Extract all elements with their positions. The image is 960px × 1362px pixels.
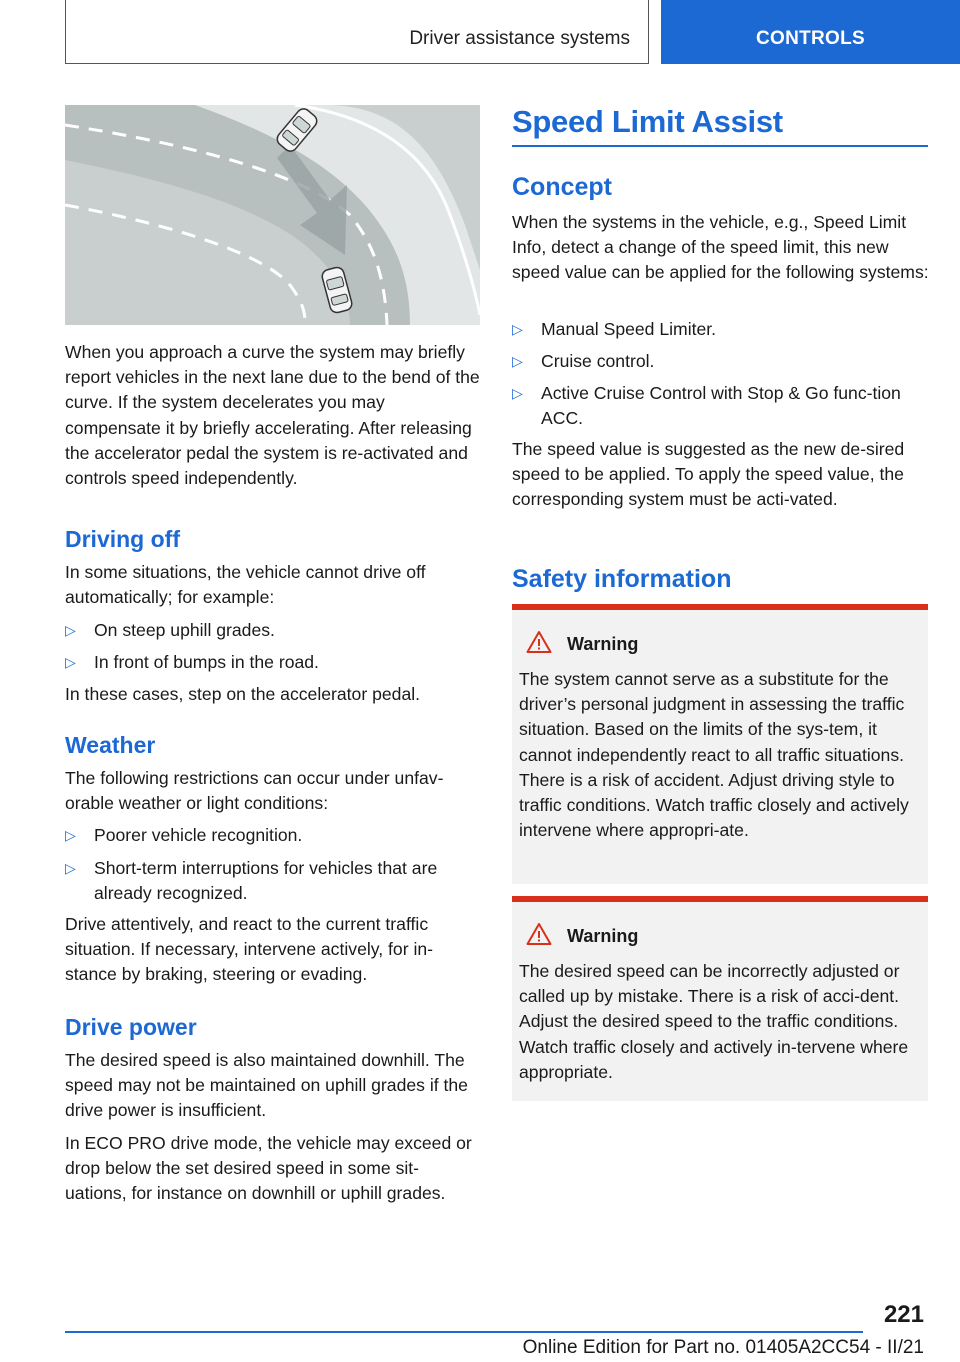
list-item: ▷ Active Cruise Control with Stop & Go func-tion ACC. bbox=[512, 383, 901, 429]
heading-weather: Weather bbox=[65, 732, 156, 758]
heading-driving-off: Driving off bbox=[65, 526, 180, 552]
list-item: ▷ Manual Speed Limiter. bbox=[512, 317, 928, 342]
page-title: Speed Limit Assist bbox=[512, 104, 783, 139]
header-chapter-label: CONTROLS bbox=[755, 28, 865, 49]
footer-rule bbox=[65, 1331, 863, 1333]
weather-text: The following restrictions can occur under unfav-orable weather or light conditions: bbox=[65, 768, 444, 814]
page-number: 221 bbox=[883, 1301, 924, 1328]
running-header bbox=[65, 0, 649, 64]
bullet-triangle-icon: ▷ bbox=[65, 860, 76, 876]
bullet-triangle-icon: ▷ bbox=[512, 321, 523, 337]
heading-safety-information: Safety information bbox=[512, 565, 732, 593]
warning-label: Warning bbox=[567, 926, 639, 946]
header-section-title: Driver assistance systems bbox=[409, 28, 630, 49]
list-item: ▷ In front of bumps in the road. bbox=[65, 650, 480, 675]
warning-text: The system cannot serve as a substitute for the driver’s personal judgment in assessing the traffic situation. Based on the limits of the sys-tem, it cannot independently react to all traffic situations. There is a risk of accident. Adjust driving style to traffic conditions. Watch traffic closely and actively intervene where appropri-ate. bbox=[519, 669, 909, 841]
driving-off-text: In some situations, the vehicle cannot drive off automatically; for example: bbox=[65, 562, 426, 608]
list-item: ▷ Cruise control. bbox=[512, 349, 928, 374]
title-rule bbox=[512, 145, 928, 147]
bullet-triangle-icon: ▷ bbox=[512, 353, 523, 369]
list-item: ▷ On steep uphill grades. bbox=[65, 618, 480, 643]
bullet-triangle-icon: ▷ bbox=[65, 654, 76, 670]
footer-edition: Online Edition for Part no. 01405A2CC54 - II/21 bbox=[522, 1337, 924, 1358]
warning-label: Warning bbox=[567, 634, 639, 654]
heading-concept: Concept bbox=[512, 173, 612, 201]
warning-text: The desired speed can be incorrectly adjusted or called up by mistake. There is a risk of acci-dent. Adjust the desired speed to the traffic conditions. Watch traffic closely and actively in-tervene where appropriate. bbox=[519, 961, 909, 1082]
bullet-triangle-icon: ▷ bbox=[65, 622, 76, 638]
bullet-triangle-icon: ▷ bbox=[65, 827, 76, 843]
warning-triangle-icon bbox=[526, 922, 552, 946]
weather-after: Drive attentively, and react to the current traffic situation. If necessary, intervene actively, for in-stance by braking, steering or evading. bbox=[65, 914, 433, 985]
heading-drive-power: Drive power bbox=[65, 1014, 197, 1040]
list-item: ▷ Short-term interruptions for vehicles that are already recognized. bbox=[65, 858, 438, 904]
bullet-triangle-icon: ▷ bbox=[512, 385, 523, 401]
list-item: ▷ Poorer vehicle recognition. bbox=[65, 823, 480, 848]
drive-power-text-2: In ECO PRO drive mode, the vehicle may exceed or drop below the set desired speed in some sit-uations, for instance on downhill or uphill grades. bbox=[65, 1133, 472, 1204]
warning-triangle-icon bbox=[526, 630, 552, 654]
warning-box-1 bbox=[512, 604, 928, 884]
concept-after: The speed value is suggested as the new de-sired speed to be applied. To apply the speed value, the corresponding system must be acti-vated. bbox=[512, 439, 905, 510]
drive-power-text-1: The desired speed is also maintained downhill. The speed may not be maintained on uphill grades if the drive power is insufficient. bbox=[65, 1050, 468, 1121]
header-chapter-tab bbox=[661, 0, 960, 64]
concept-text: When the systems in the vehicle, e.g., Speed Limit Info, detect a change of the speed limit, this new speed value can be applied for the following systems: bbox=[512, 212, 929, 283]
warning-box-2 bbox=[512, 896, 928, 1101]
driving-off-after: In these cases, step on the accelerator pedal. bbox=[65, 684, 421, 704]
intro-paragraph: When you approach a curve the system may briefly report vehicles in the next lane due to the bend of the curve. If the system decelerates you may compensate it by briefly accelerating. After releasing the accelerator pedal the system is re-activated and controls speed independently. bbox=[65, 342, 480, 489]
curve-lane-illustration bbox=[65, 105, 480, 325]
